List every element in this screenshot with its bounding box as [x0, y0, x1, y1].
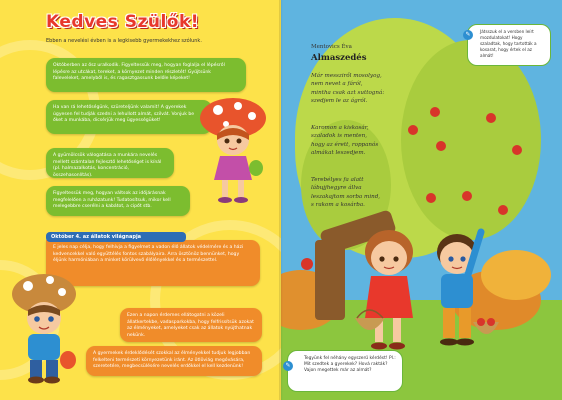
poem-line: lábujjhegyre állva [311, 185, 362, 192]
info-box-autumn: Októberben az ősz uralkodik. Figyeltessük meg, hogyan foglalja el lépésről lépésre az utcákat, tereket, a környezet minden részletét! Gyűjtsünk faleveleket, amelyből is, és ragasztgassunk belőle képeket! [46, 58, 246, 92]
bubble-activity-text: Játsszuk el a versben leírt mozdulatokat! Hogy szaladtak, hogy tartották a kosarat, hogy értek el az almát! [480, 29, 537, 58]
apple-icon [301, 258, 313, 270]
apple-icon [498, 205, 508, 215]
chat-icon: ✎ [283, 361, 293, 371]
info-box-harvest: Ha van rá lehetőségünk, szüreteljünk valamit! A gyerekek úgyesen fel tudják szedni a lehullott almát, szilvát. Vonjuk be őket a munkába, dicsérjük meg ügyességüket! [46, 100, 212, 134]
poem-line: leszakajtom sorba mind, [311, 193, 381, 200]
apple-icon [408, 125, 418, 135]
info-box-zoo: Ezen a napon érdemes ellátogatni a közeli állatkertekbe, vadasparkokba, hogy felfrissítsük azokat az élményeket, amelyeket csak az állatok nyújthatnak nekünk. [120, 308, 262, 342]
apple-icon [512, 145, 522, 155]
poem-line: almákat leszedjem. [311, 150, 366, 157]
info-box-clothing: Figyeltessük meg, hogyan váltsok az időjárásnak megfelelően a ruházatunk! Tudatosítsuk, mikor kell melegebbre cserélni a kabátot, a cipőt stb. [46, 186, 190, 216]
info-box-sorting: A gyümölcsök válogatása a munkára nevelés mellett számtalan fejlesztő lehetőséget is kínál (pl. halmazalkotás, koncentráció, összehasonlítás). [46, 148, 174, 178]
poem-line: szaladok is menten, [311, 133, 367, 140]
page-title: Kedves Szülők! [46, 12, 200, 32]
poem-title: Almaszedés [311, 53, 367, 63]
girl-mushroom-illustration [196, 96, 270, 206]
chat-icon: ✎ [463, 30, 473, 40]
poem-line: nem nevet a fáról, [311, 81, 363, 88]
poem-line: hogy az érett, roppanós [311, 141, 379, 148]
poem-line: s rakom a kosárba. [311, 202, 365, 209]
speech-bubble-questions [287, 350, 403, 392]
info-box-nature: A gyermekek érdeklődését szokkal az élményekkel tudjuk legjobban felkelteni természeti környezetünk iránt. Az ötlöviág megóvására, szeretetére, megbecsülésére nevelés erdőkkel el kell kezdenünk! [86, 346, 262, 376]
poem-author: Mentovics Éva [311, 44, 352, 50]
page-subtitle: Ebben a nevelési évben is a legkisebb gyermekekhez szólunk. [46, 38, 202, 44]
poem-line: Terebélyes fa alatt [311, 177, 364, 183]
right-page [281, 0, 562, 400]
apple-icon [486, 113, 496, 123]
poem-line: Már messziről mosolyog, [311, 73, 382, 79]
boy-picking-apple-illustration [411, 222, 501, 362]
boy-mushroom-illustration [6, 270, 82, 390]
apple-icon [462, 191, 472, 201]
speech-bubble-activity [467, 24, 551, 66]
apple-icon [430, 107, 440, 117]
apple-icon [426, 193, 436, 203]
poem-line: szedjem le az ágról. [311, 98, 368, 105]
animal-day-text: E jeles nap célja, hogy felhívja a figyelmet a vadon élő állatok védelmére és a házi kedvencekkel való együttélés fontos szabályaira. Arra ösztönöz bennünket, hogy éljünk harmóniában a minket körülvevő élőlényekkel és a természettel. [53, 245, 244, 264]
animal-day-heading: Október 4. az állatok világnapja [46, 232, 186, 242]
apple-icon [436, 141, 446, 151]
poem-line: mintha csak azt suttogná: [311, 89, 385, 96]
bubble-questions-text: Tegyünk fel néhány egyszerű kérdést! Pl.: Mit szedtek a gyerekek? Hová rakták? Vajon megettek már az almát? [304, 356, 396, 374]
poem-line: Karomon a kiskosár, [311, 125, 369, 131]
page-fold [279, 0, 283, 400]
